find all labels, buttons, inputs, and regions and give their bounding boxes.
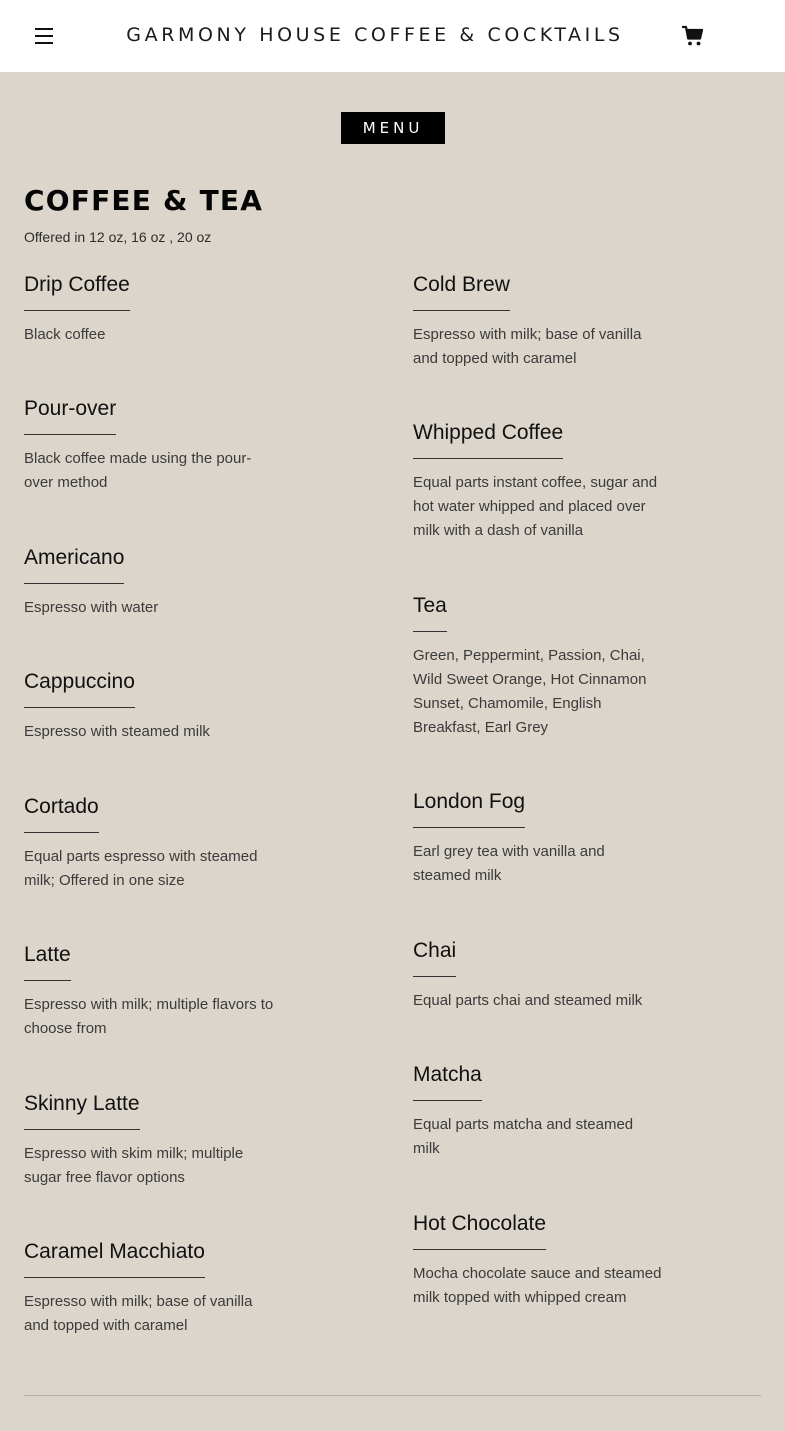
item-name: Cortado — [24, 794, 99, 833]
item-description: Black coffee made using the pour-over method — [24, 450, 252, 491]
item-name: London Fog — [413, 789, 525, 828]
menu-item-cortado — [24, 794, 274, 893]
menu-item-americano — [24, 545, 274, 620]
item-name: Chai — [413, 938, 456, 977]
item-description: Mocha chocolate sauce and steamed milk topped with whipped cream — [413, 1265, 662, 1306]
site-title[interactable]: GARMONY HOUSE COFFEE & COCKTAILS — [126, 24, 624, 46]
section-title: COFFEE & TEA — [24, 184, 264, 217]
menu-item-hot-chocolate — [413, 1211, 663, 1310]
menu-item-matcha — [413, 1062, 663, 1161]
item-description: Espresso with milk; multiple flavors to choose from — [24, 996, 274, 1037]
menu-item-skinny-latte — [24, 1091, 274, 1190]
cart-icon[interactable] — [681, 24, 705, 48]
menu-item-tea — [413, 593, 663, 740]
menu-item-pour-over — [24, 396, 274, 495]
item-name: Whipped Coffee — [413, 420, 563, 459]
item-description: Espresso with skim milk; multiple sugar free flavor options — [24, 1145, 244, 1186]
item-description: Black coffee — [24, 326, 106, 343]
item-description: Equal parts instant coffee, sugar and hot water whipped and placed over milk with a dash of vanilla — [413, 474, 658, 539]
item-description: Espresso with water — [24, 599, 159, 616]
menu-item-cappuccino — [24, 669, 274, 744]
item-description: Green, Peppermint, Passion, Chai, Wild Sweet Orange, Hot Cinnamon Sunset, Chamomile, English Breakfast, Earl Grey — [413, 647, 647, 736]
item-description: Espresso with steamed milk — [24, 723, 210, 740]
item-description: Equal parts chai and steamed milk — [413, 992, 643, 1009]
menu-label: MENU — [341, 112, 445, 144]
item-name: Latte — [24, 942, 71, 981]
item-name: Cappuccino — [24, 669, 135, 708]
item-name: Hot Chocolate — [413, 1211, 546, 1250]
item-name: Skinny Latte — [24, 1091, 140, 1130]
section-divider — [24, 1395, 761, 1396]
item-name: Americano — [24, 545, 124, 584]
section-subtitle: Offered in 12 oz, 16 oz , 20 oz — [24, 229, 212, 245]
menu-item-cold-brew — [413, 272, 663, 371]
item-description: Earl grey tea with vanilla and steamed milk — [413, 843, 605, 884]
site-header — [0, 0, 785, 72]
item-description: Equal parts matcha and steamed milk — [413, 1116, 634, 1157]
item-name: Tea — [413, 593, 447, 632]
menu-item-london-fog — [413, 789, 663, 888]
menu-item-drip-coffee — [24, 272, 274, 347]
item-name: Caramel Macchiato — [24, 1239, 205, 1278]
item-description: Espresso with milk; base of vanilla and topped with caramel — [413, 326, 642, 367]
menu-item-caramel-macchiato — [24, 1239, 274, 1338]
item-name: Pour-over — [24, 396, 116, 435]
item-name: Drip Coffee — [24, 272, 130, 311]
menu-item-latte — [24, 942, 274, 1041]
item-description: Equal parts espresso with steamed milk; Offered in one size — [24, 848, 258, 889]
menu-item-chai — [413, 938, 663, 1013]
menu-item-whipped-coffee — [413, 420, 663, 543]
item-name: Matcha — [413, 1062, 482, 1101]
item-description: Espresso with milk; base of vanilla and topped with caramel — [24, 1293, 253, 1334]
item-name: Cold Brew — [413, 272, 510, 311]
